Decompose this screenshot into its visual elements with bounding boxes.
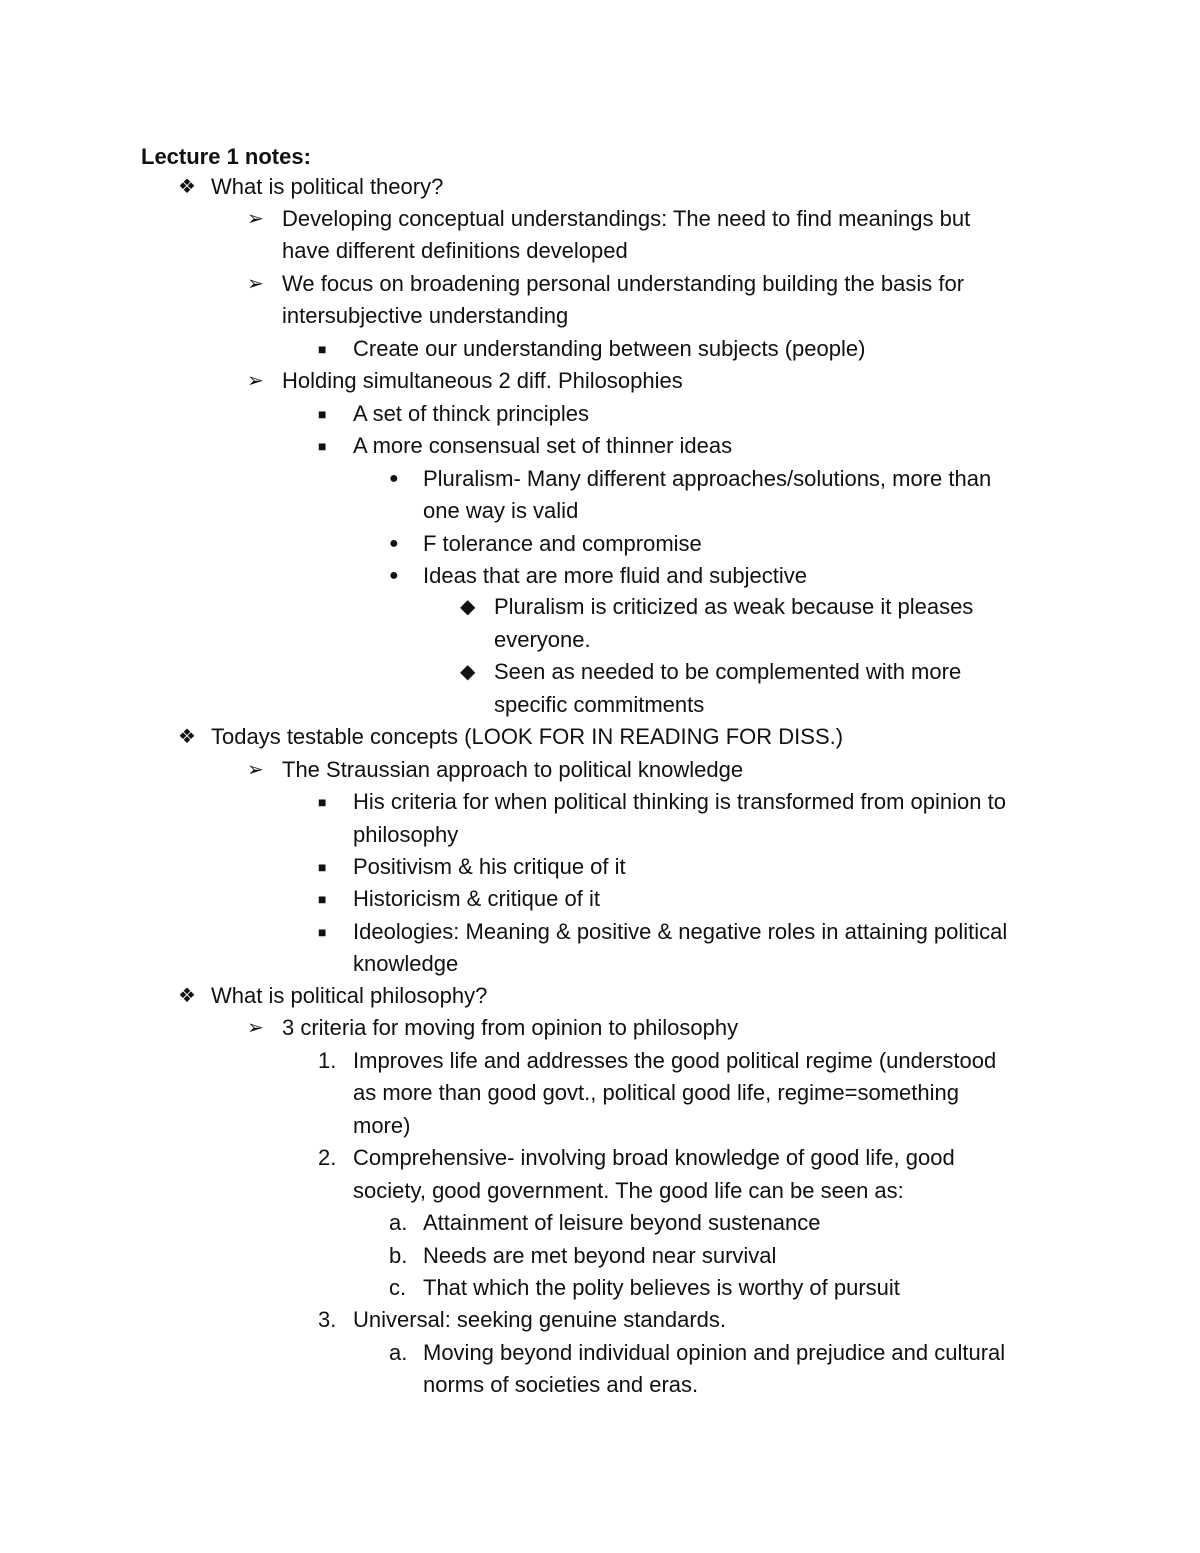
list-item-text: specific commitments bbox=[494, 692, 705, 717]
list-item-text: The Straussian approach to political knowledge bbox=[282, 757, 744, 782]
list-letter: b. bbox=[389, 1243, 408, 1268]
bullet-square-icon: ■ bbox=[318, 859, 327, 875]
list-item-text: Pluralism is criticized as weak because it pleases bbox=[494, 594, 974, 619]
bullet-diamond-icon: ❖ bbox=[178, 176, 196, 198]
list-item-text: Seen as needed to be complemented with more bbox=[494, 659, 962, 684]
list-item-text: Historicism & critique of it bbox=[353, 886, 600, 911]
list-item-text: Moving beyond individual opinion and prejudice and cultural bbox=[423, 1340, 1006, 1365]
bullet-dot-icon: ● bbox=[389, 470, 399, 487]
list-letter: a. bbox=[389, 1210, 408, 1235]
list-item-text: We focus on broadening personal understanding building the basis for bbox=[282, 271, 965, 296]
list-item-text: Developing conceptual understandings: The need to find meanings but bbox=[282, 206, 971, 231]
bullet-square-icon: ■ bbox=[318, 891, 327, 907]
list-item-text: Attainment of leisure beyond sustenance bbox=[423, 1210, 821, 1235]
section-heading: Todays testable concepts (LOOK FOR IN READING FOR DISS.) bbox=[211, 724, 844, 749]
bullet-diamond-icon: ❖ bbox=[178, 985, 196, 1007]
list-item-text: philosophy bbox=[353, 822, 459, 847]
bullet-square-icon: ■ bbox=[318, 438, 327, 454]
bullet-arrow-icon: ➢ bbox=[247, 759, 264, 781]
bullet-dot-icon: ● bbox=[389, 567, 399, 584]
bullet-solid-diamond-icon: ◆ bbox=[460, 596, 476, 618]
bullet-arrow-icon: ➢ bbox=[247, 273, 264, 295]
list-item-text: A more consensual set of thinner ideas bbox=[353, 433, 733, 458]
list-item-text: Improves life and addresses the good political regime (understood bbox=[353, 1048, 997, 1073]
list-item-text: everyone. bbox=[494, 627, 591, 652]
bullet-solid-diamond-icon: ◆ bbox=[460, 661, 476, 683]
list-item-text: one way is valid bbox=[423, 498, 579, 523]
list-item-text: norms of societies and eras. bbox=[423, 1372, 699, 1397]
section-heading: What is political theory? bbox=[211, 174, 444, 199]
list-item-text: That which the polity believes is worthy of pursuit bbox=[423, 1275, 900, 1300]
bullet-diamond-icon: ❖ bbox=[178, 726, 196, 748]
list-letter: c. bbox=[389, 1275, 407, 1300]
list-item-text: knowledge bbox=[353, 951, 459, 976]
bullet-arrow-icon: ➢ bbox=[247, 1017, 264, 1039]
list-letter: a. bbox=[389, 1340, 408, 1365]
bullet-square-icon: ■ bbox=[318, 794, 327, 810]
list-item-text: Holding simultaneous 2 diff. Philosophies bbox=[282, 368, 683, 393]
list-item-text: Ideas that are more fluid and subjective bbox=[423, 563, 808, 588]
bullet-arrow-icon: ➢ bbox=[247, 370, 264, 392]
list-item-text: His criteria for when political thinking is transformed from opinion to bbox=[353, 789, 1006, 814]
list-item-text: Needs are met beyond near survival bbox=[423, 1243, 777, 1268]
bullet-square-icon: ■ bbox=[318, 924, 327, 940]
list-item-text: A set of thinck principles bbox=[353, 401, 590, 426]
list-item-text: Universal: seeking genuine standards. bbox=[353, 1307, 727, 1332]
list-item-text: 3 criteria for moving from opinion to philosophy bbox=[282, 1015, 739, 1040]
bullet-dot-icon: ● bbox=[389, 535, 399, 552]
list-item-text: Comprehensive- involving broad knowledge of good life, good bbox=[353, 1145, 955, 1170]
list-item-text: Positivism & his critique of it bbox=[353, 854, 626, 879]
list-item-text: more) bbox=[353, 1113, 411, 1138]
page-title: Lecture 1 notes: bbox=[141, 144, 311, 169]
list-item-text: intersubjective understanding bbox=[282, 303, 569, 328]
list-item-text: as more than good govt., political good life, regime=something bbox=[353, 1080, 959, 1105]
list-item-text: Pluralism- Many different approaches/solutions, more than bbox=[423, 466, 992, 491]
bullet-square-icon: ■ bbox=[318, 341, 327, 357]
list-item-text: F tolerance and compromise bbox=[423, 531, 702, 556]
bullet-arrow-icon: ➢ bbox=[247, 208, 264, 230]
list-item-text: have different definitions developed bbox=[282, 238, 628, 263]
section-heading: What is political philosophy? bbox=[211, 983, 488, 1008]
list-number: 3. bbox=[318, 1307, 337, 1332]
list-number: 1. bbox=[318, 1048, 337, 1073]
list-item-text: Ideologies: Meaning & positive & negative roles in attaining political bbox=[353, 919, 1008, 944]
bullet-square-icon: ■ bbox=[318, 406, 327, 422]
list-number: 2. bbox=[318, 1145, 337, 1170]
list-item-text: Create our understanding between subjects (people) bbox=[353, 336, 866, 361]
list-item-text: society, good government. The good life can be seen as: bbox=[353, 1178, 904, 1203]
